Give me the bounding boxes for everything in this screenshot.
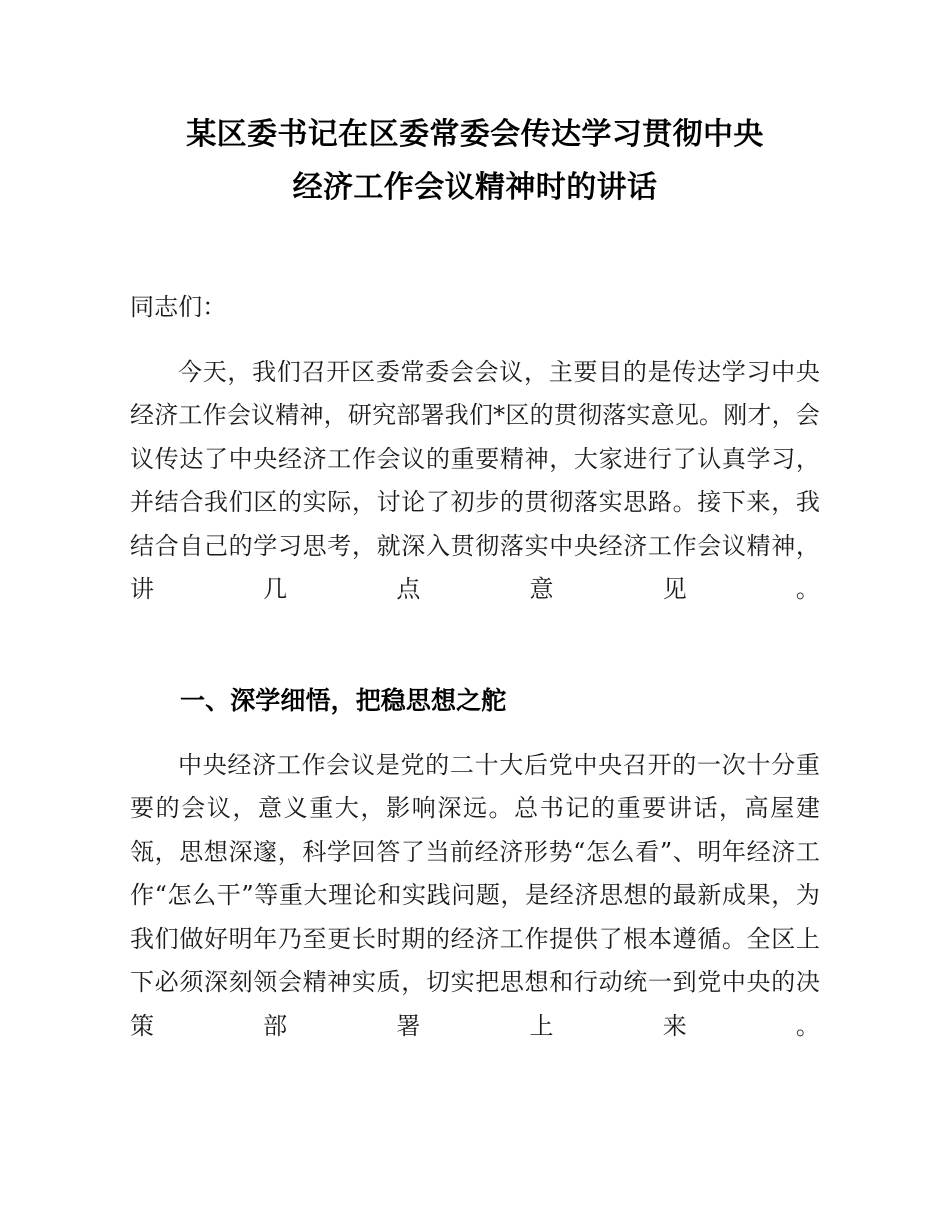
page-title: [130, 0, 820, 214]
page-title-line-2: 经济工作会议精神时的讲话: [292, 170, 658, 205]
section-heading-1: 一、深学细悟，把稳思想之舵: [180, 686, 507, 715]
page-title-line-1: 某区委书记在区委常委会传达学习贯彻中央: [186, 117, 764, 152]
section-1-paragraph-1: 中央经济工作会议是党的二十大后党中央召开的一次十分重要的会议，意义重大，影响深远。总书记的重要讲话，高屋建瓴，思想深邃，科学回答了当前经济形势“怎么看”、明年经济工作“怎么干”等重大理论和实践问题，是经济思想的最新成果，为我们做好明年乃至更长时期的经济工作提供了根本遵循。全区上下必须深刻领会精神实质，切实把思想和行动统一到党中央的决策部署上来。: [130, 750, 820, 1040]
salutation: 同志们：: [130, 293, 227, 321]
opening-paragraph: 今天，我们召开区委常委会会议，主要目的是传达学习中央经济工作会议精神，研究部署我们*区的贯彻落实意见。刚才，会议传达了中央经济工作会议的重要精神，大家进行了认真学习，并结合我们区的实际，讨论了初步的贯彻落实思路。接下来，我结合自己的学习思考，就深入贯彻落实中央经济工作会议精神，讲几点意见。: [130, 357, 820, 603]
document-body: [130, 0, 820, 1092]
